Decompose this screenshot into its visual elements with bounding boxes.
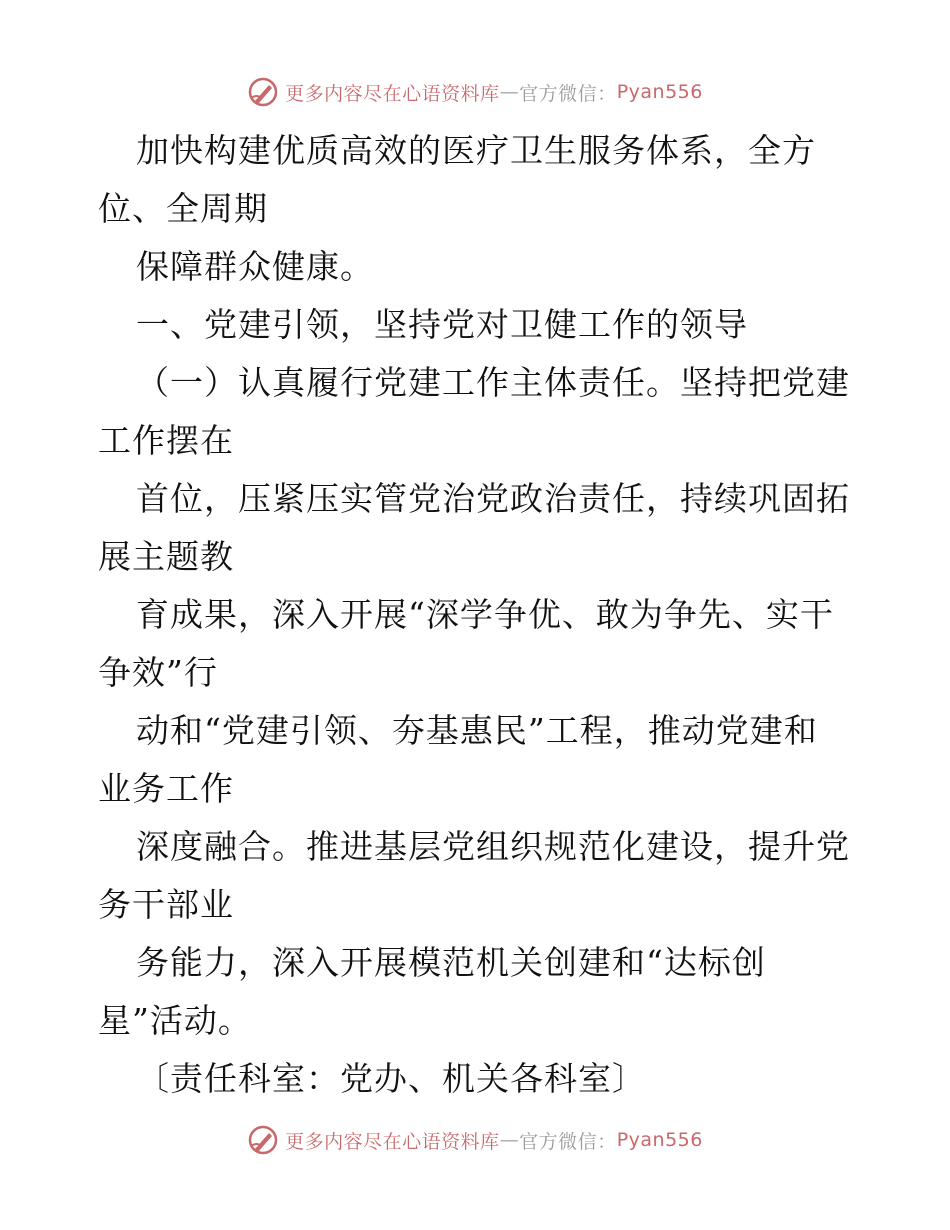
watermark-wechat-id: Pyan556 [616, 81, 703, 103]
pen-circle-logo-icon [247, 1124, 279, 1156]
text-line: 星”活动。 [98, 1001, 252, 1040]
responsibility-note: 〔责任科室：党办、机关各科室〕 [136, 1059, 646, 1098]
text-line: 保障群众健康。 [136, 247, 374, 286]
watermark-text: 更多内容尽在心语资料库 [285, 82, 500, 105]
section-heading: 一、党建引领，坚持党对卫健工作的领导 [136, 305, 748, 344]
document-body [98, 122, 888, 1108]
watermark-dash: — [499, 81, 520, 103]
watermark-dash: — [499, 1129, 520, 1151]
text-line: 育成果，深入开展“深学争优、敢为争先、实干 [136, 595, 834, 634]
text-line: 务干部业 [98, 885, 234, 924]
footer-watermark [0, 1120, 950, 1160]
text-line: 位、全周期 [98, 189, 268, 228]
text-line: 深度融合。推进基层党组织规范化建设，提升党 [136, 827, 850, 866]
text-line: 工作摆在 [98, 421, 234, 460]
text-line: 展主题教 [98, 537, 234, 576]
text-line: 加快构建优质高效的医疗卫生服务体系，全方 [136, 131, 816, 170]
watermark-wechat-id: Pyan556 [616, 1129, 703, 1151]
text-line: （一）认真履行党建工作主体责任。坚持把党建 [136, 363, 850, 402]
header-watermark [0, 72, 950, 112]
text-line: 首位，压紧压实管党治党政治责任，持续巩固拓 [136, 479, 850, 518]
text-line: 业务工作 [98, 769, 234, 808]
text-line: 动和“党建引领、夯基惠民”工程，推动党建和 [136, 711, 818, 750]
pen-circle-logo-icon [247, 76, 279, 108]
watermark-official-label: 官方微信： [519, 82, 617, 105]
watermark-official-label: 官方微信： [519, 1130, 617, 1153]
watermark-text: 更多内容尽在心语资料库 [285, 1130, 500, 1153]
text-line: 务能力，深入开展模范机关创建和“达标创 [136, 943, 766, 982]
text-line: 争效”行 [98, 653, 218, 692]
